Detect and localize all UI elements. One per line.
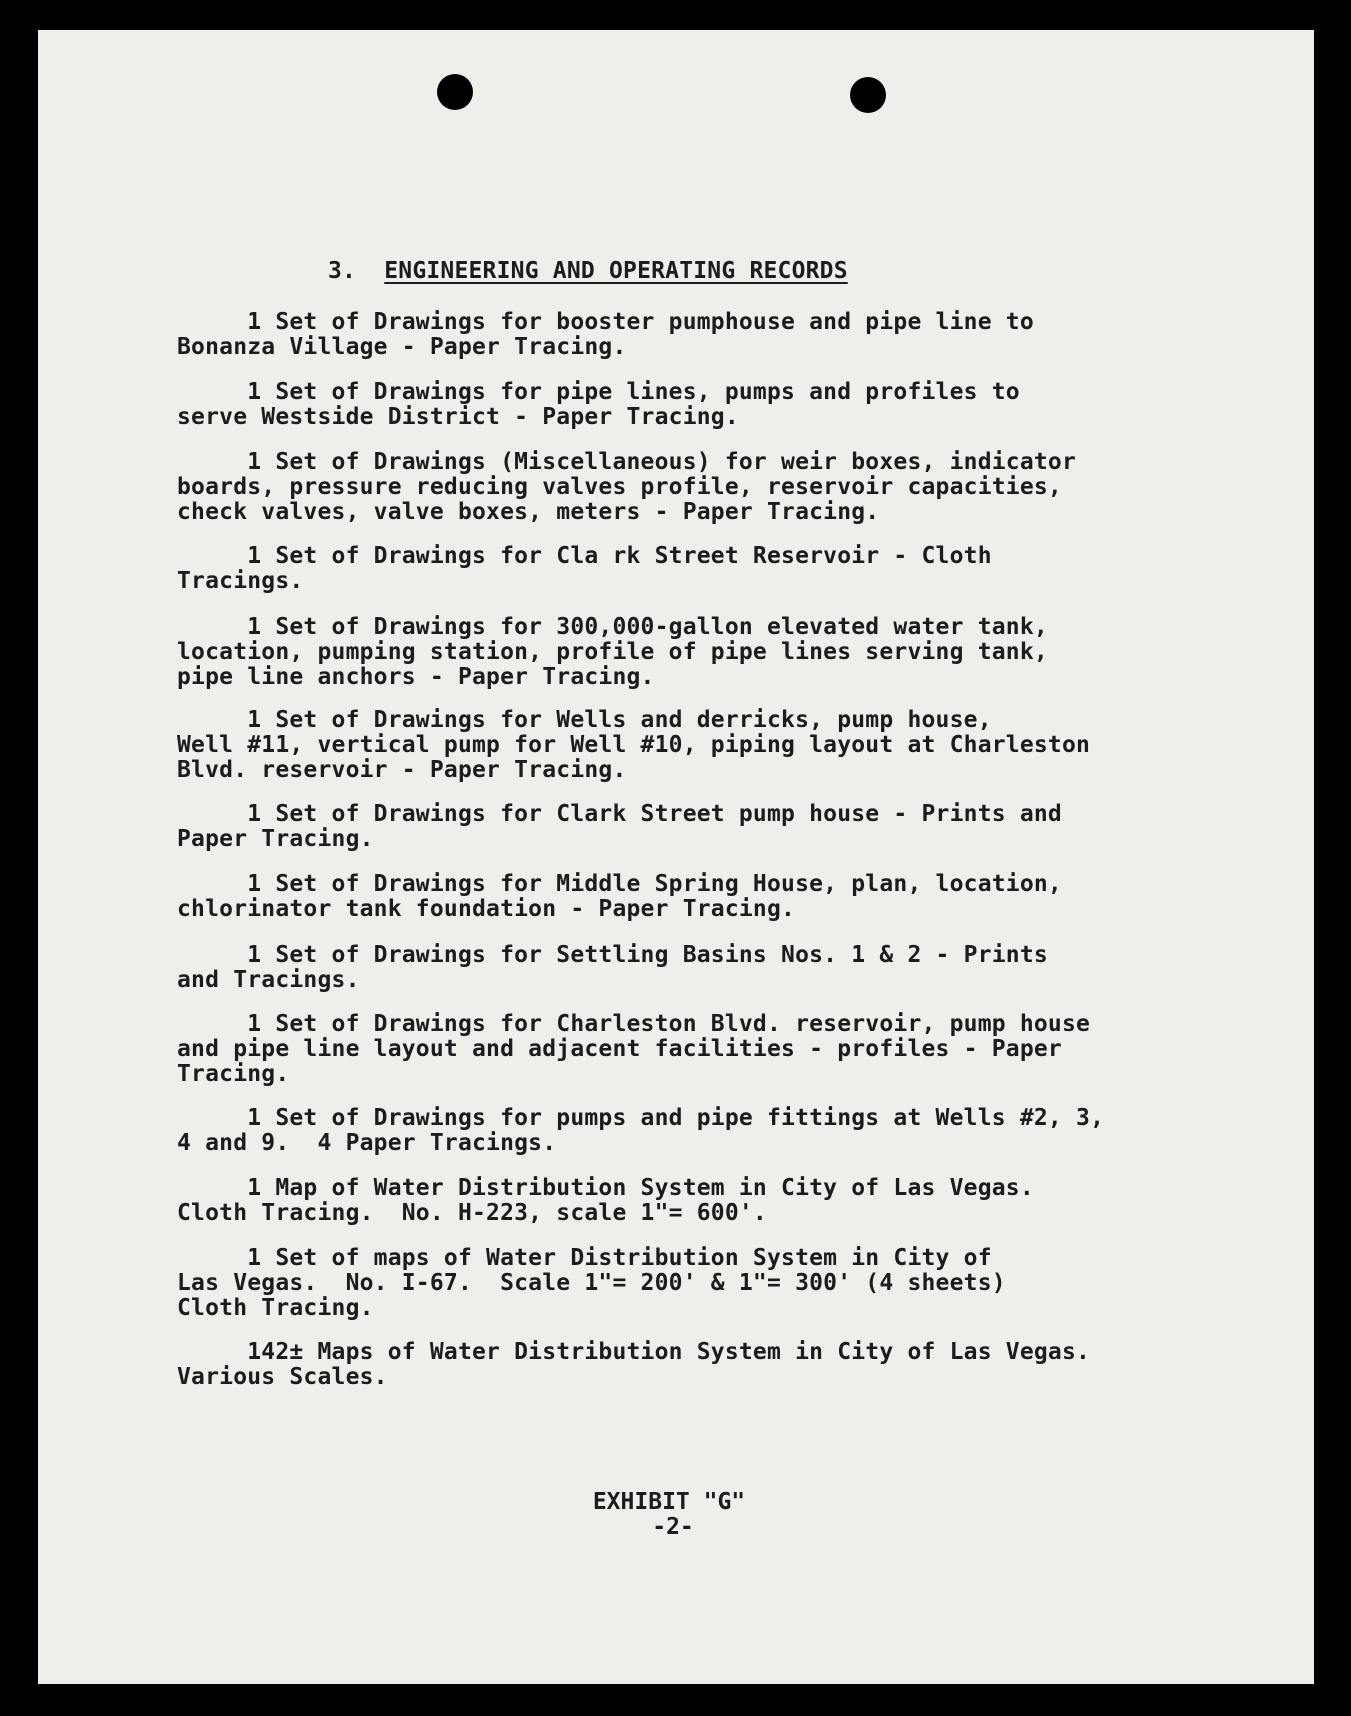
record-entry: 1 Set of Drawings for Settling Basins Nos. 1 & 2 - Prints and Tracings. bbox=[177, 942, 1048, 993]
document-page bbox=[38, 30, 1314, 1684]
record-entry: 1 Set of maps of Water Distribution System in City of Las Vegas. No. I-67. Scale 1"= 200' & 1"= 300' (4 sheets) Cloth Tracing. bbox=[177, 1245, 1006, 1321]
record-entry: 1 Set of Drawings for pumps and pipe fittings at Wells #2, 3, 4 and 9. 4 Paper Tracings. bbox=[177, 1105, 1105, 1156]
record-entry: 1 Set of Drawings for booster pumphouse and pipe line to Bonanza Village - Paper Tracing. bbox=[177, 309, 1034, 360]
section-number: 3. bbox=[328, 258, 357, 284]
record-entry: 1 Set of Drawings for 300,000-gallon elevated water tank, location, pumping station, profile of pipe lines serving tank, pipe line anchors - Paper Tracing. bbox=[177, 614, 1048, 690]
section-title: ENGINEERING AND OPERATING RECORDS bbox=[384, 258, 848, 284]
punch-hole bbox=[850, 77, 886, 113]
record-entry: 1 Set of Drawings for Charleston Blvd. reservoir, pump house and pipe line layout and adjacent facilities - profiles - Paper Tracing. bbox=[177, 1011, 1091, 1087]
exhibit-label: EXHIBIT "G" bbox=[592, 1489, 746, 1515]
record-entry: 1 Set of Drawings for Wells and derricks, pump house, Well #11, vertical pump for Well #10, piping layout at Charleston Blvd. reservoir - Paper Tracing. bbox=[177, 707, 1091, 783]
punch-hole bbox=[437, 74, 473, 110]
record-entry: 142± Maps of Water Distribution System in City of Las Vegas. Various Scales. bbox=[177, 1339, 1091, 1390]
record-entry: 1 Map of Water Distribution System in City of Las Vegas. Cloth Tracing. No. H-223, scale 1"= 600'. bbox=[177, 1175, 1034, 1226]
record-entry: 1 Set of Drawings for Cla rk Street Reservoir - Cloth Tracings. bbox=[177, 543, 992, 594]
record-entry: 1 Set of Drawings for Middle Spring House, plan, location, chlorinator tank foundation - Paper Tracing. bbox=[177, 871, 1062, 922]
section-heading bbox=[328, 258, 848, 284]
record-entry: 1 Set of Drawings for Clark Street pump house - Prints and Paper Tracing. bbox=[177, 801, 1062, 852]
page-number: -2- bbox=[652, 1514, 694, 1540]
record-entry: 1 Set of Drawings (Miscellaneous) for weir boxes, indicator boards, pressure reducing valves profile, reservoir capacities, check valves, valve boxes, meters - Paper Tracing. bbox=[177, 449, 1077, 525]
record-entry: 1 Set of Drawings for pipe lines, pumps and profiles to serve Westside District - Paper Tracing. bbox=[177, 379, 1020, 430]
